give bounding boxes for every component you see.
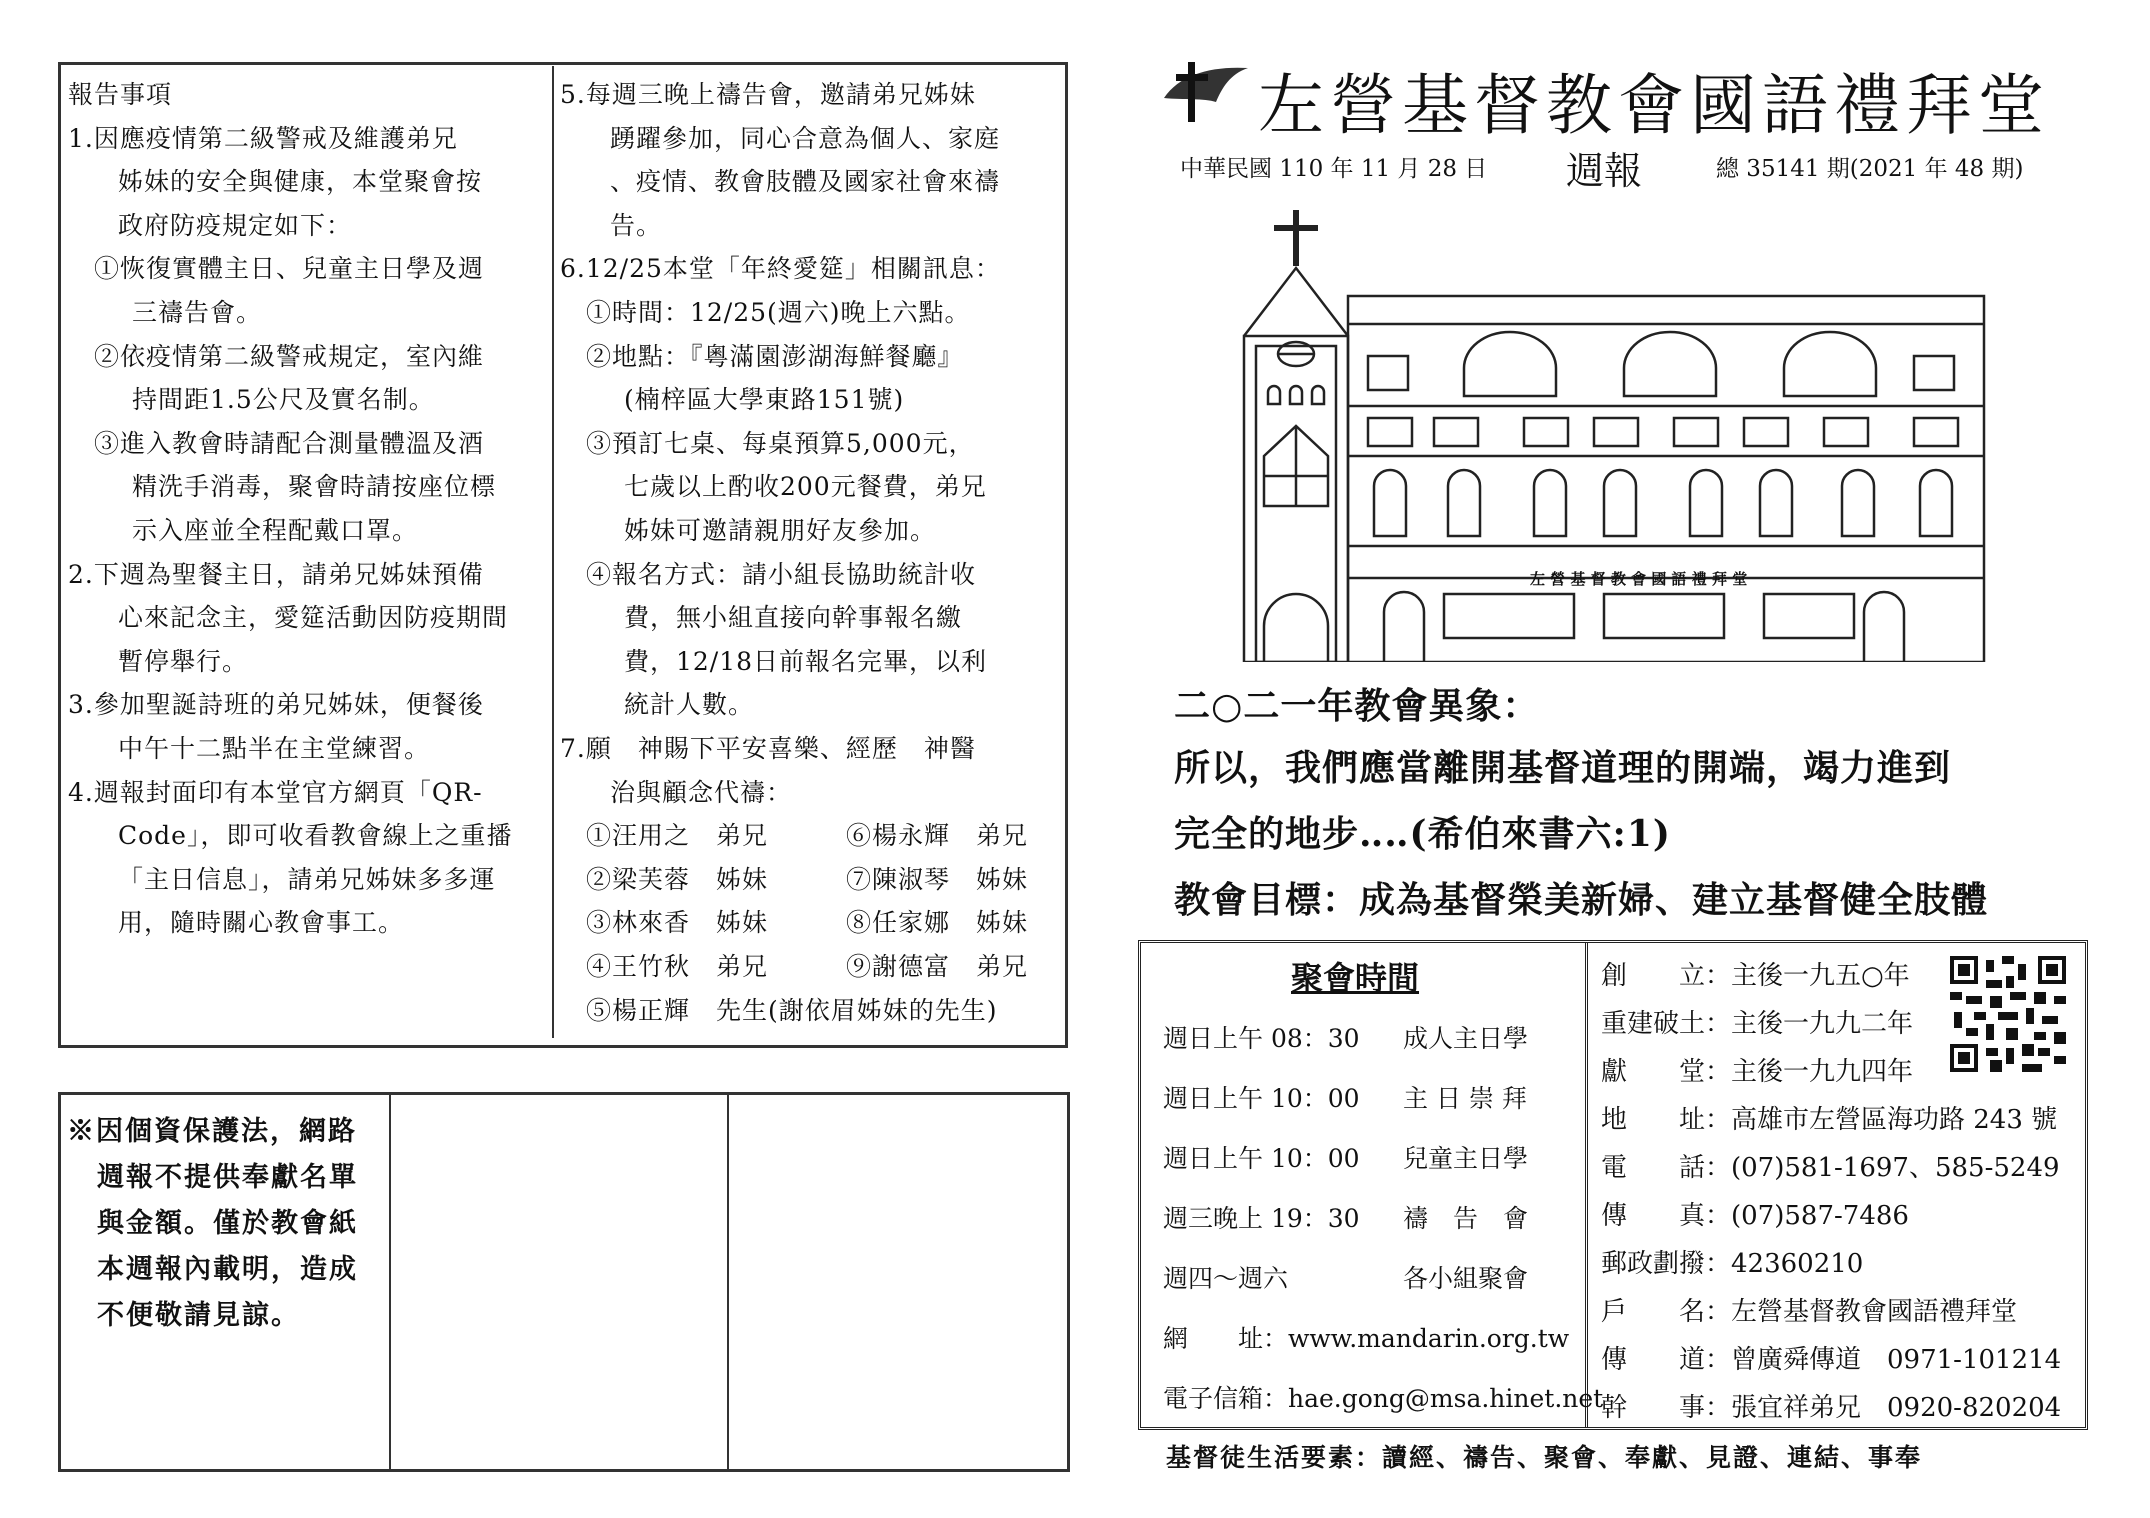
qr-code-icon: [1950, 956, 2066, 1072]
announcement-line: ③林來香 姊妹 ⑧任家娜 姊妹: [586, 908, 1029, 938]
meeting-row: [1163, 1139, 1528, 1175]
announcement-line: 費，無小組直接向幹事報名繳: [624, 603, 963, 633]
announcement-line: 暫停舉行。: [118, 646, 249, 676]
vision-verse-ref: 完全的地步‥‥(希伯來書六:1): [1174, 813, 1671, 855]
info-pastor: 傳 道：曾廣舜傳道 0971-101214: [1601, 1345, 2062, 1375]
info-founded: 創 立：主後一九五○年: [1601, 961, 1910, 991]
meeting-row: [1163, 1199, 1528, 1235]
announcement-line: 6.12/25本堂「年終愛筵」相關訊息：: [560, 254, 1001, 284]
announcement-line: 1.因應疫情第二級警戒及維護弟兄: [68, 123, 458, 153]
email: 電子信箱：hae.gong@msa.hinet.net: [1163, 1384, 1604, 1413]
announcement-line: 持間距1.5公尺及實名制。: [132, 385, 435, 415]
info-address: 地 址：高雄市左營區海功路 243 號: [1601, 1105, 2058, 1135]
notice-line: 本週報內載明，造成: [97, 1254, 358, 1285]
vision-heading: 二○二一年教會異象：: [1174, 685, 1540, 727]
meeting-name: 各小組聚會: [1403, 1264, 1529, 1293]
issue-number: 總 35141 期(2021 年 48 期): [1716, 156, 2024, 182]
announcement-line: 政府防疫規定如下：: [118, 210, 353, 240]
announcement-line: 5.每週三晚上禱告會，邀請弟兄姊妹: [560, 80, 976, 109]
announcement-line: Code」，即可收看教會線上之重播: [118, 821, 513, 851]
announcement-line: 「主日信息」，請弟兄姊妹多多運: [118, 864, 496, 894]
meeting-time: 週日上午 10：00: [1163, 1084, 1360, 1113]
notice-line: 與金額。僅於教會紙: [97, 1208, 358, 1239]
announcement-line: 心來記念主，愛筵活動因防疫期間: [118, 603, 509, 633]
announcement-line: ③預訂七桌、每桌預算5,000元，: [586, 428, 975, 458]
announcement-line: ②梁芙蓉 姊妹 ⑦陳淑琴 姊妹: [586, 864, 1029, 894]
announcement-line: 4.週報封面印有本堂官方網頁「QR-: [68, 777, 483, 807]
meeting-info-box: [1138, 940, 2088, 1430]
announcement-line: 姊妹可邀請親朋好友參加。: [624, 516, 937, 545]
announcement-line: 治與顧念代禱：: [610, 777, 793, 807]
announcement-line: ④王竹秋 弟兄 ⑨謝德富 弟兄: [586, 952, 1029, 981]
announcement-line: ③進入教會時請配合測量體溫及酒: [94, 428, 485, 458]
meeting-name: 成人主日學: [1403, 1024, 1529, 1053]
announcement-line: ①汪用之 弟兄 ⑥楊永輝 弟兄: [586, 821, 1029, 851]
notice-divider: [389, 1095, 391, 1469]
church-goal: 教會目標：成為基督榮美新婦、建立基督健全肢體: [1174, 879, 1989, 921]
meeting-info-divider: [1585, 943, 1588, 1427]
building-sign: 左 營 基 督 教 會 國 語 禮 拜 堂: [1530, 570, 1748, 588]
announcement-line: 告。: [610, 210, 663, 240]
info-account-name: 戶 名：左營基督教會國語禮拜堂: [1601, 1297, 2018, 1327]
info-dedication: 獻 堂：主後一九九四年: [1601, 1057, 1914, 1087]
meeting-row: [1163, 1259, 1528, 1295]
church-title: 左營基督教會國語禮拜堂: [1258, 67, 2050, 144]
announcement-line: ①恢復實體主日、兒童主日學及週: [94, 254, 485, 284]
announcement-line: ②地點：『粵滿園澎湖海鮮餐廳』: [586, 341, 964, 371]
meeting-name: 兒童主日學: [1403, 1144, 1529, 1173]
announcements-column-1: [62, 66, 554, 1038]
meeting-row: [1163, 1019, 1528, 1055]
announcement-line: 七歲以上酌收200元餐費，弟兄: [624, 472, 987, 502]
privacy-notice-box: [58, 1092, 1070, 1472]
announcement-line: ①時間：12/25(週六)晚上六點。: [586, 298, 971, 327]
info-phone: 電 話：(07)581-1697、585-5249: [1601, 1153, 2060, 1183]
notice-divider: [727, 1095, 729, 1469]
announcement-line: 報告事項: [68, 80, 173, 109]
announcements-column-2: [554, 66, 1060, 1038]
announcement-line: 統計人數。: [624, 690, 755, 720]
announcement-line: 三禱告會。: [132, 298, 263, 327]
announcement-line: ⑤楊正輝 先生(謝依眉姊妹的先生): [586, 995, 998, 1025]
announcement-line: (楠梓區大學東路151號): [624, 385, 905, 415]
info-secretary: 幹 事：張宜祥弟兄 0920-820204: [1601, 1393, 2062, 1423]
meeting-time: 週日上午 10：00: [1163, 1144, 1360, 1173]
meeting-row: [1163, 1079, 1527, 1115]
meeting-name: 禱 告 會: [1403, 1204, 1529, 1233]
info-fax: 傳 真：(07)587-7486: [1601, 1201, 1909, 1231]
vision-verse: 所以，我們應當離開基督道理的開端，竭力進到: [1174, 747, 1952, 789]
info-rebuild: 重建破土：主後一九九二年: [1601, 1009, 1914, 1039]
announcement-line: 、疫情、教會肢體及國家社會來禱: [610, 167, 1001, 197]
announcement-line: 3.參加聖誕詩班的弟兄姊妹，便餐後: [68, 690, 484, 720]
notice-line: ※因個資保護法，網路: [67, 1116, 357, 1147]
announcement-line: 7.願 神賜下平安喜樂、經歷 神醫: [560, 734, 976, 763]
announcement-line: ②依疫情第二級警戒規定，室內維: [94, 341, 485, 371]
announcement-line: 用，隨時關心教會事工。: [118, 908, 405, 938]
meeting-time: 週日上午 08：30: [1163, 1024, 1360, 1053]
church-building-illustration: [1234, 206, 1994, 662]
announcement-line: 中午十二點半在主堂練習。: [118, 734, 431, 763]
announcement-line: ④報名方式：請小組長協助統計收: [586, 559, 977, 589]
notice-line: 週報不提供奉獻名單: [97, 1162, 358, 1193]
christian-life-essentials: 基督徒生活要素：讀經、禱告、聚會、奉獻、見證、連結、事奉: [1166, 1443, 1923, 1472]
meeting-time: 週三晚上 19：30: [1163, 1204, 1360, 1233]
info-postal-account: 郵政劃撥：42360210: [1601, 1249, 1864, 1279]
announcement-line: 2.下週為聖餐主日，請弟兄姊妹預備: [68, 559, 484, 589]
meeting-times-title: 聚會時間: [1291, 959, 1420, 997]
announcement-line: 費，12/18日前報名完畢，以利: [624, 646, 988, 676]
notice-line: 不便敬請見諒。: [97, 1300, 300, 1331]
announcement-line: 姊妹的安全與健康，本堂聚會按: [118, 167, 483, 197]
announcement-line: 精洗手消毒，聚會時請按座位標: [132, 472, 497, 502]
bulletin-date: 中華民國 110 年 11 月 28 日: [1180, 156, 1488, 182]
announcement-line: 踴躍參加，同心合意為個人、家庭: [610, 123, 1001, 153]
announcement-line: 示入座並全程配戴口罩。: [132, 516, 419, 545]
bulletin-label: 週報: [1566, 149, 1643, 193]
meeting-time: 週四～週六: [1163, 1264, 1289, 1293]
website: 網 址：www.mandarin.org.tw: [1163, 1324, 1570, 1353]
church-logo-icon: [1160, 58, 1252, 124]
meeting-name: 主 日 崇 拜: [1403, 1084, 1527, 1113]
